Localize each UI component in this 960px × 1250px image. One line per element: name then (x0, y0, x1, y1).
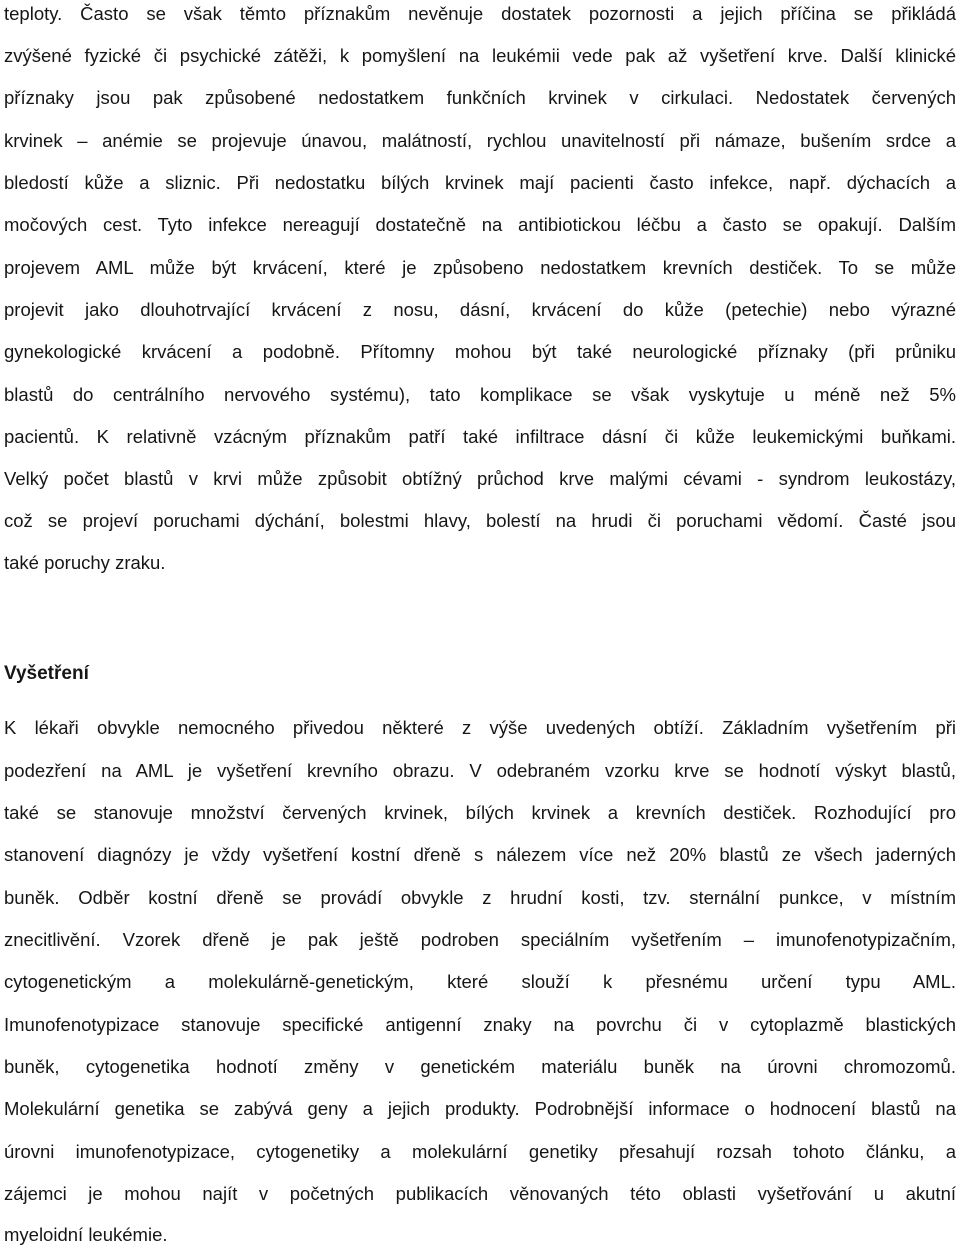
text-line: cytogenetickým a molekulárně-genetickým, které slouží k přesnému určení typu AML. (4, 971, 956, 992)
text-line: stanovení diagnózy je vždy vyšetření kostní dřeně s nálezem více než 20% blastů ze všech jaderných (4, 844, 956, 865)
text-line: úrovni imunofenotypizace, cytogenetiky a molekulární genetiky přesahují rozsah tohoto článku, a (4, 1141, 956, 1162)
text-line: znecitlivění. Vzorek dřeně je pak ještě podroben speciálním vyšetřením – imunofenotypizačním, (4, 929, 956, 950)
text-line: teploty. Často se však těmto příznakům nevěnuje dostatek pozornosti a jejich příčina se přikládá (4, 3, 956, 24)
text-line: močových cest. Tyto infekce nereagují dostatečně na antibiotickou léčbu a často se opakují. Dalším (4, 214, 956, 235)
text-line: příznaky jsou pak způsobené nedostatkem funkčních krvinek v cirkulaci. Nedostatek červených (4, 87, 956, 108)
text-line: bledostí kůže a sliznic. Při nedostatku bílých krvinek mají pacienti často infekce, např. dýchacích a (4, 172, 956, 193)
text-line: také poruchy zraku. (4, 552, 166, 573)
text-line: Molekulární genetika se zabývá geny a jejich produkty. Podrobnější informace o hodnocení blastů na (4, 1098, 956, 1119)
text-line: gynekologické krvácení a podobně. Přítomny mohou být také neurologické příznaky (při průniku (4, 341, 956, 362)
text-line: zvýšené fyzické či psychické zátěži, k pomyšlení na leukémii vede pak až vyšetření krve. Další klinické (4, 45, 956, 66)
text-line: projevem AML může být krvácení, které je způsobeno nedostatkem krevních destiček. To se může (4, 257, 956, 278)
section-heading: Vyšetření (4, 663, 89, 684)
text-line: myeloidní leukémie. (4, 1224, 168, 1245)
text-line: buněk, cytogenetika hodnotí změny v genetickém materiálu buněk na úrovni chromozomů. (4, 1056, 956, 1077)
text-line: Imunofenotypizace stanovuje specifické antigenní znaky na povrchu či v cytoplazmě blastických (4, 1014, 956, 1035)
text-line: pacientů. K relativně vzácným příznakům patří také infiltrace dásní či kůže leukemickými buňkami. (4, 426, 956, 447)
text-line: také se stanovuje množství červených krvinek, bílých krvinek a krevních destiček. Rozhodující pro (4, 802, 956, 823)
text-line: blastů do centrálního nervového systému), tato komplikace se však vyskytuje u méně než 5% (4, 384, 956, 405)
text-line: podezření na AML je vyšetření krevního obrazu. V odebraném vzorku krve se hodnotí výskyt blastů, (4, 760, 956, 781)
text-line: zájemci je mohou najít v početných publikacích věnovaných této oblasti vyšetřování u akutní (4, 1183, 956, 1204)
text-line: krvinek – anémie se projevuje únavou, malátností, rychlou unavitelností při námaze, bušením srdce a (4, 130, 956, 151)
text-line: projevit jako dlouhotrvající krvácení z nosu, dásní, krvácení do kůže (petechie) nebo výrazné (4, 299, 956, 320)
text-line: buněk. Odběr kostní dřeně se provádí obvykle z hrudní kosti, tzv. sternální punkce, v místním (4, 887, 956, 908)
text-line: což se projeví poruchami dýchání, bolestmi hlavy, bolestí na hrudi či poruchami vědomí. Časté jsou (4, 510, 956, 531)
text-line: Velký počet blastů v krvi může způsobit obtížný průchod krve malými cévami - syndrom leukostázy, (4, 468, 956, 489)
text-line: K lékaři obvykle nemocného přivedou některé z výše uvedených obtíží. Základním vyšetřením při (4, 717, 956, 738)
